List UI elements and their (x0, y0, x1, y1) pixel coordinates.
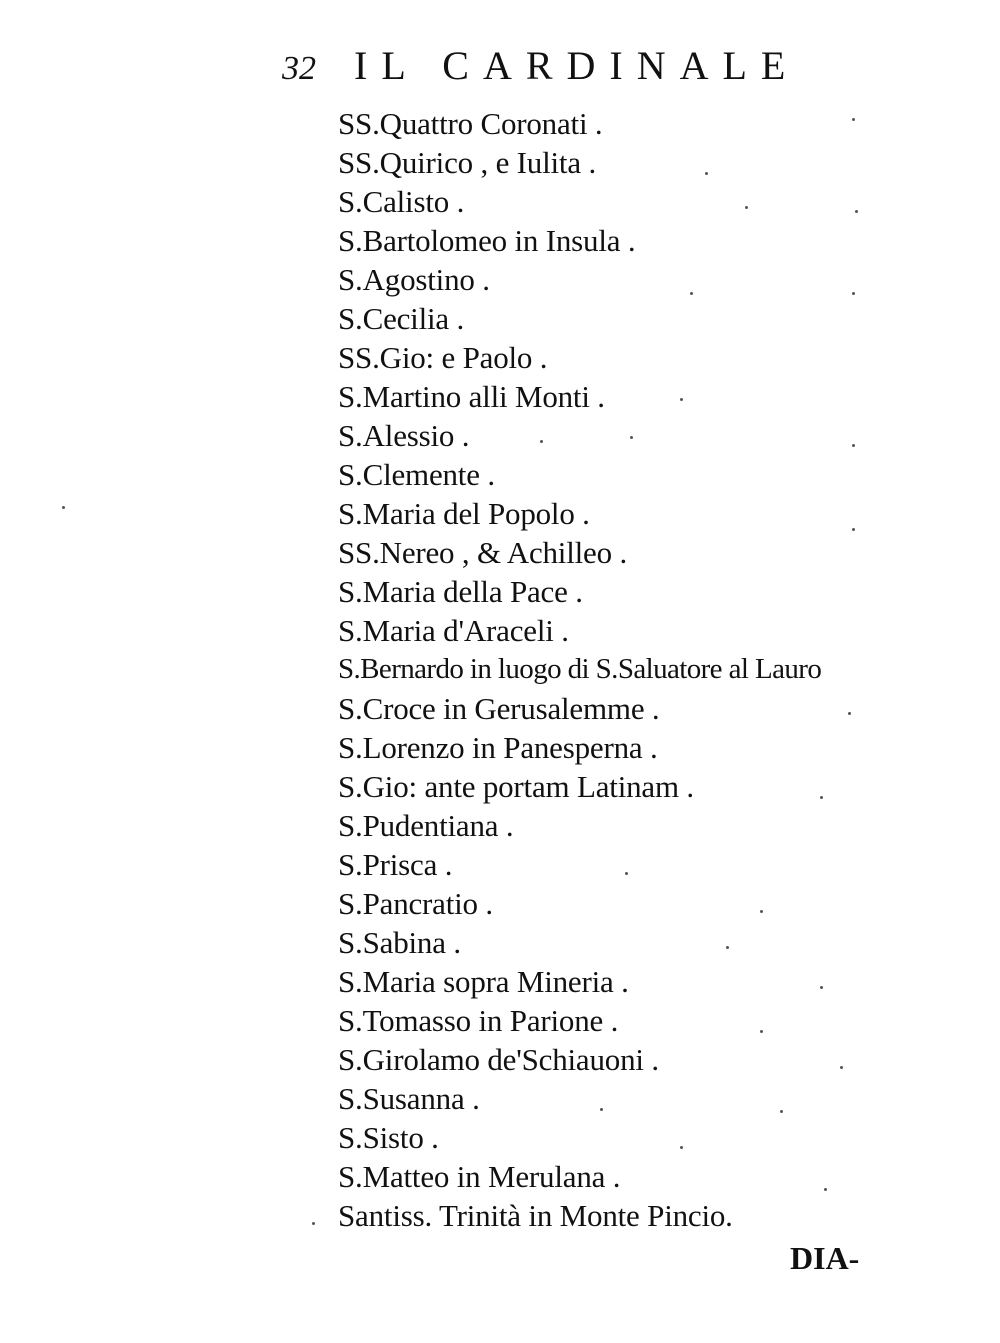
list-item: S.Maria d'Araceli . (338, 613, 569, 648)
list-item: S.Gio: ante portam Latinam . (338, 769, 694, 804)
running-head: IL CARDINALE (354, 43, 800, 88)
print-speck (852, 292, 855, 295)
print-speck (726, 946, 729, 949)
list-item: S.Cecilia . (338, 301, 465, 336)
list-item: S.Maria del Popolo . (338, 496, 590, 531)
print-speck (62, 506, 65, 509)
print-speck (852, 118, 855, 121)
print-speck (760, 910, 763, 913)
print-speck (820, 986, 823, 989)
list-item: SS.Gio: e Paolo . (338, 340, 548, 375)
list-item: SS.Quattro Coronati . (338, 106, 603, 141)
list-item: S.Calisto . (338, 184, 465, 219)
list-item: S.Tomasso in Parione . (338, 1003, 619, 1038)
catchword: DIA- (790, 1240, 860, 1276)
print-speck (852, 528, 855, 531)
list-item: Santiss. Trinità in Monte Pincio. (338, 1198, 733, 1233)
list-item: S.Alessio . (338, 418, 470, 453)
list-item: S.Croce in Gerusalemme . (338, 691, 660, 726)
list-item: S.Sabina . (338, 925, 461, 960)
list-item: S.Maria della Pace . (338, 574, 583, 609)
print-speck (745, 206, 748, 209)
list-item: SS.Nereo , & Achilleo . (338, 535, 628, 570)
list-item: S.Pudentiana . (338, 808, 514, 843)
list-item: S.Sisto . (338, 1120, 439, 1155)
print-speck (760, 1030, 763, 1033)
list-item: S.Susanna . (338, 1081, 480, 1116)
print-speck (820, 796, 823, 799)
print-speck (600, 1108, 603, 1111)
print-speck (855, 210, 858, 213)
list-item: S.Lorenzo in Panesperna . (338, 730, 658, 765)
page-number: 32 (282, 50, 316, 87)
print-speck (780, 1110, 783, 1113)
print-speck (625, 872, 628, 875)
print-speck (852, 444, 855, 447)
print-speck (705, 172, 708, 175)
print-speck (840, 1066, 843, 1069)
list-item: S.Pancratio . (338, 886, 493, 921)
list-item: S.Clemente . (338, 457, 495, 492)
print-speck (848, 712, 851, 715)
print-speck (312, 1222, 315, 1225)
list-item: S.Martino alli Monti . (338, 379, 605, 414)
list-item: SS.Quirico , e Iulita . (338, 145, 597, 180)
print-speck (540, 440, 543, 443)
list-item: S.Prisca . (338, 847, 453, 882)
print-speck (680, 1146, 683, 1149)
print-speck (824, 1188, 827, 1191)
page-header (282, 42, 862, 98)
list-item: S.Matteo in Merulana . (338, 1159, 621, 1194)
print-speck (690, 292, 693, 295)
list-item: S.Agostino . (338, 262, 490, 297)
church-list (338, 104, 938, 1235)
print-speck (630, 436, 633, 439)
list-item: S.Girolamo de'Schiauoni . (338, 1042, 659, 1077)
list-item: S.Bartolomeo in Insula . (338, 223, 636, 258)
print-speck (680, 398, 683, 401)
list-item: S.Maria sopra Mineria . (338, 964, 629, 999)
list-item: S.Bernardo in luogo di S.Saluatore al Lauro (338, 653, 822, 685)
